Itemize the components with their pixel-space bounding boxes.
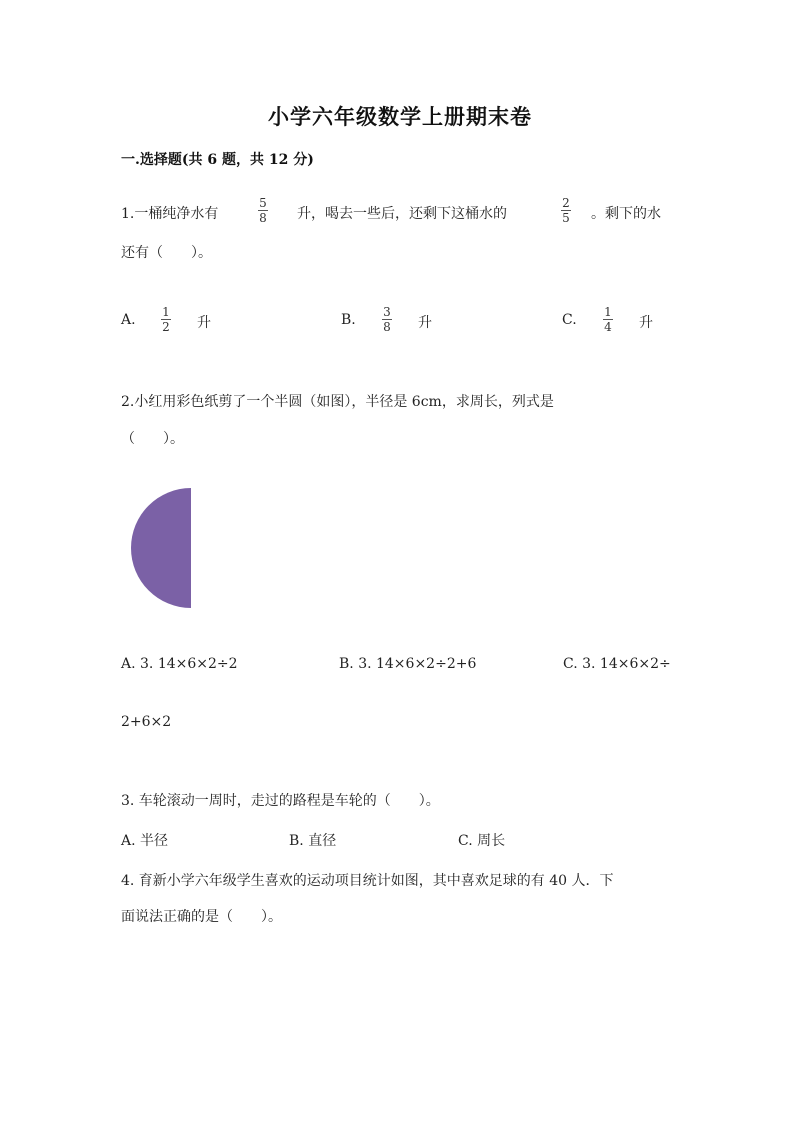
q1-text-part2: 升，喝去一些后，还剩下这桶水的 bbox=[297, 206, 507, 222]
q2-option-b: B. 3. 14×6×2÷2+6 bbox=[339, 656, 477, 672]
q3-option-c: C. 周长 bbox=[458, 833, 506, 849]
q4-text-line2: 面说法正确的是（ ）。 bbox=[121, 909, 282, 925]
fraction-denominator: 2 bbox=[162, 320, 170, 334]
q2-option-a: A. 3. 14×6×2÷2 bbox=[121, 656, 238, 672]
q3-option-a: A. 半径 bbox=[121, 833, 169, 849]
q3-option-b: B. 直径 bbox=[289, 833, 337, 849]
semicircle-shape bbox=[131, 488, 191, 608]
q2-option-c: C. 3. 14×6×2÷ bbox=[563, 656, 671, 672]
q1-text-part3: 。剩下的水 bbox=[591, 206, 661, 222]
fraction-denominator: 8 bbox=[259, 211, 267, 225]
q2-text-line1: 2.小红用彩色纸剪了一个半圆（如图），半径是 6cm，求周长，列式是 bbox=[121, 394, 554, 410]
fraction-denominator: 5 bbox=[562, 211, 570, 225]
q1-option-b-letter: B. bbox=[341, 312, 356, 328]
q1-option-a-letter: A. bbox=[121, 312, 136, 328]
fraction-numerator: 5 bbox=[259, 196, 267, 210]
q1-option-a-unit: 升 bbox=[197, 315, 211, 331]
q2-text-line2: （ ）。 bbox=[121, 431, 184, 447]
section-heading: 一.选择题(共 6 题，共 12 分) bbox=[121, 152, 314, 168]
q1-fraction-1 bbox=[258, 197, 268, 224]
q1-text-line2: 还有（ ）。 bbox=[121, 245, 212, 261]
q1-option-c-fraction bbox=[603, 306, 613, 333]
q1-option-a-fraction bbox=[161, 306, 171, 333]
q4-text-line1: 4. 育新小学六年级学生喜欢的运动项目统计如图，其中喜欢足球的有 40 人．下 bbox=[121, 873, 614, 889]
q1-option-c-unit: 升 bbox=[639, 315, 653, 331]
fraction-denominator: 8 bbox=[383, 320, 391, 334]
fraction-denominator: 4 bbox=[604, 320, 612, 334]
fraction-numerator: 1 bbox=[604, 305, 612, 319]
q1-fraction-2 bbox=[561, 197, 571, 224]
q1-option-b-fraction bbox=[382, 306, 392, 333]
q1-option-c-letter: C. bbox=[562, 312, 577, 328]
q1-option-b-unit: 升 bbox=[418, 315, 432, 331]
q3-text: 3. 车轮滚动一周时，走过的路程是车轮的（ ）。 bbox=[121, 793, 440, 809]
semicircle-figure bbox=[125, 484, 197, 614]
q2-option-c-continued: 2+6×2 bbox=[121, 714, 172, 730]
q1-text-part1: 1.一桶纯净水有 bbox=[121, 206, 219, 222]
fraction-numerator: 1 bbox=[162, 305, 170, 319]
fraction-numerator: 3 bbox=[383, 305, 391, 319]
page-title: 小学六年级数学上册期末卷 bbox=[268, 104, 532, 129]
fraction-numerator: 2 bbox=[562, 196, 570, 210]
